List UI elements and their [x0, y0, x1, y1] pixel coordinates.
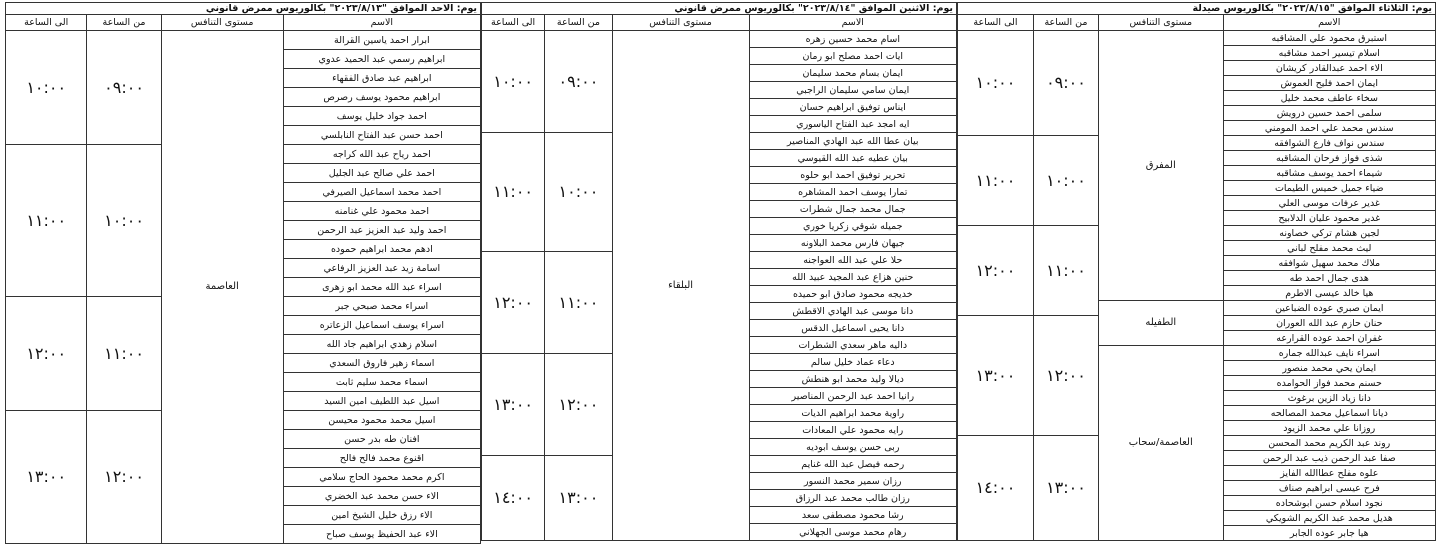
- slot-to-time: ١٠:٠٠: [958, 31, 1034, 136]
- student-name: اسراء محمد صبحي جبر: [283, 297, 480, 316]
- student-name: تمارا يوسف احمد المشاهره: [749, 184, 956, 201]
- name-header: الاسم: [749, 15, 956, 31]
- student-name: هيا خالد عيسى الاطرم: [1223, 286, 1435, 301]
- from-header: من الساعة: [545, 15, 612, 31]
- slot-to-time: ١٣:٠٠: [6, 411, 87, 544]
- student-name: الاء احمد عبدالقادر كريشان: [1223, 61, 1435, 76]
- student-name: ايمان سامي سليمان الراجبي: [749, 82, 956, 99]
- student-name: ايمان يحي محمد منصور: [1223, 361, 1435, 376]
- competition-level: البلقاء: [612, 31, 749, 541]
- student-name: نجود اسلام حسن ابوشحاده: [1223, 496, 1435, 511]
- level-header: مستوى التنافس: [161, 15, 283, 31]
- slot-to-time: ١١:٠٠: [6, 145, 87, 297]
- student-name: داليه ماهر سعدي الشطرات: [749, 337, 956, 354]
- slot-to-time: ١٢:٠٠: [6, 297, 87, 411]
- slot-from-time: ١٠:٠٠: [545, 133, 612, 252]
- student-name: رشا محمود مصطفى سعد: [749, 507, 956, 524]
- student-name: الاء رزق خليل الشيخ امين: [283, 506, 480, 525]
- student-name: صفا عبد الرحمن ذيب عبد الرحمن: [1223, 451, 1435, 466]
- student-name: اسلام زهدي ابراهيم جاد الله: [283, 335, 480, 354]
- student-name: احمد رياح عبد الله كراجه: [283, 145, 480, 164]
- student-name: ايمان احمد فليح العموش: [1223, 76, 1435, 91]
- student-name: هدى جمال احمد طه: [1223, 271, 1435, 286]
- student-name: احمد جواد خليل يوسف: [283, 107, 480, 126]
- student-name: اسماء زهير فاروق السعدي: [283, 354, 480, 373]
- day-title: يوم: الثلاثاء الموافق "٢٠٢٣/٨/١٥" بكالوريوس صيدلة: [958, 3, 1436, 15]
- student-name: احمد وليد عبد العزيز عبد الرحمن: [283, 221, 480, 240]
- slot-from-time: ١٣:٠٠: [545, 456, 612, 541]
- from-header: من الساعة: [1033, 15, 1098, 31]
- table-row: [482, 31, 957, 48]
- slot-from-time: ١١:٠٠: [87, 297, 161, 411]
- student-name: هيا جابر عوده الجابر: [1223, 526, 1435, 541]
- student-name: شذى فواز فرحان المشاقبه: [1223, 151, 1435, 166]
- student-name: احمد محمود علي غنامنه: [283, 202, 480, 221]
- student-name: سندس محمد علي احمد المومني: [1223, 121, 1435, 136]
- day-table-tuesday: [957, 2, 1436, 541]
- student-name: اكرم محمد محمود الحاج سلامي: [283, 468, 480, 487]
- student-name: رهام محمد موسى الجهلاني: [749, 524, 956, 541]
- student-name: جيهان فارس محمد البلاونه: [749, 235, 956, 252]
- slot-to-time: ١٢:٠٠: [958, 226, 1034, 316]
- slot-from-time: ٠٩:٠٠: [545, 31, 612, 133]
- slot-to-time: ١٣:٠٠: [482, 354, 545, 456]
- day-table-monday: [481, 2, 957, 541]
- student-name: روزانا علي محمد الزيود: [1223, 421, 1435, 436]
- student-name: حنان حازم عبد الله العوران: [1223, 316, 1435, 331]
- student-name: حلا علي عبد الله العواجنه: [749, 252, 956, 269]
- student-name: رزان سمير محمد النسور: [749, 473, 956, 490]
- student-name: بيان عطا الله عبد الهادي المناصير: [749, 133, 956, 150]
- name-header: الاسم: [1223, 15, 1435, 31]
- student-name: لجين هشام تركي خصاونه: [1223, 226, 1435, 241]
- student-name: اسماء محمد سليم ثابت: [283, 373, 480, 392]
- student-name: اسام محمد حسين زهره: [749, 31, 956, 48]
- competition-level: المفرق: [1098, 31, 1223, 301]
- student-name: ديالا وليد محمد ابو هنطش: [749, 371, 956, 388]
- student-name: اقنوع محمد فالح فالح: [283, 449, 480, 468]
- student-name: ادهم محمد ابراهيم حموده: [283, 240, 480, 259]
- student-name: الاء عبد الحفيظ يوسف صباح: [283, 525, 480, 544]
- slot-from-time: ١٣:٠٠: [1033, 436, 1098, 541]
- student-name: رزان طالب محمد عبد الرزاق: [749, 490, 956, 507]
- to-header: الى الساعة: [958, 15, 1034, 31]
- student-name: الاء حسن محمد عبد الخضري: [283, 487, 480, 506]
- student-name: اسامة زيد عبد العزيز الرفاعي: [283, 259, 480, 278]
- student-name: جمال محمد جمال شطرات: [749, 201, 956, 218]
- day-table-sunday: [5, 2, 481, 544]
- student-name: سلمى احمد حسين درويش: [1223, 106, 1435, 121]
- student-name: دانا زياد الزين برغوث: [1223, 391, 1435, 406]
- student-name: افنان طه بدر حسن: [283, 430, 480, 449]
- slot-from-time: ١٢:٠٠: [545, 354, 612, 456]
- student-name: جميله شوقي زكريا خوري: [749, 218, 956, 235]
- student-name: دانا موسى عبد الهادي الاقطش: [749, 303, 956, 320]
- student-name: ضياء جميل خميس الطيمات: [1223, 181, 1435, 196]
- student-name: ديانا اسماعيل محمد المصالحه: [1223, 406, 1435, 421]
- student-name: ابراهيم عبد صادق الفقهاء: [283, 69, 480, 88]
- student-name: ايناس توفيق ابراهيم حسان: [749, 99, 956, 116]
- student-name: اسراء عبد الله محمد ابو زهرى: [283, 278, 480, 297]
- slot-to-time: ١٤:٠٠: [958, 436, 1034, 541]
- slot-from-time: ١٠:٠٠: [1033, 136, 1098, 226]
- student-name: بيان عطيه عبد الله القيوسي: [749, 150, 956, 167]
- slot-from-time: ٠٩:٠٠: [1033, 31, 1098, 136]
- student-name: دانا يحيى اسماعيل الدقس: [749, 320, 956, 337]
- student-name: اسراء يوسف اسماعيل الزعاتره: [283, 316, 480, 335]
- from-header: من الساعة: [87, 15, 161, 31]
- student-name: راوية محمد ابراهيم الديات: [749, 405, 956, 422]
- slot-from-time: ٠٩:٠٠: [87, 31, 161, 145]
- student-name: رايه محمود علي المعادات: [749, 422, 956, 439]
- slot-to-time: ١٠:٠٠: [6, 31, 87, 145]
- student-name: حنين هزاع عبد المجيد عبيد الله: [749, 269, 956, 286]
- student-name: دعاء عماد خليل سالم: [749, 354, 956, 371]
- student-name: ربى حسن يوسف ابوديه: [749, 439, 956, 456]
- student-name: احمد علي صالح عبد الجليل: [283, 164, 480, 183]
- slot-from-time: ١١:٠٠: [545, 252, 612, 354]
- table-row: [958, 31, 1436, 46]
- student-name: علوه مفلح عطاالله الفايز: [1223, 466, 1435, 481]
- competition-level: العاصمة/سحاب: [1098, 346, 1223, 541]
- student-name: سندس نواف فارع الشوافقه: [1223, 136, 1435, 151]
- student-name: رانيا احمد عبد الرحمن المناصير: [749, 388, 956, 405]
- slot-to-time: ١٠:٠٠: [482, 31, 545, 133]
- student-name: ايات احمد مصلح ابو رمان: [749, 48, 956, 65]
- slot-to-time: ١٣:٠٠: [958, 316, 1034, 436]
- student-name: ايمان صبري عوده الضباعين: [1223, 301, 1435, 316]
- to-header: الى الساعة: [482, 15, 545, 31]
- student-name: ابراهيم رسمي عبد الحميد عدوي: [283, 50, 480, 69]
- student-name: حسنم محمد فواز الحوامده: [1223, 376, 1435, 391]
- student-name: استبرق محمود علي المشاقبه: [1223, 31, 1435, 46]
- slot-to-time: ١٤:٠٠: [482, 456, 545, 541]
- student-name: اسراء نايف عبدالله جماره: [1223, 346, 1435, 361]
- student-name: احمد محمد اسماعيل الصيرفي: [283, 183, 480, 202]
- student-name: ليث محمد مفلح لباني: [1223, 241, 1435, 256]
- student-name: ابرار احمد ياسين القرالة: [283, 31, 480, 50]
- student-name: اسلام تيسير احمد مشاقبه: [1223, 46, 1435, 61]
- student-name: ايمان بسام محمد سليمان: [749, 65, 956, 82]
- student-name: ملاك محمد سهيل شوافقه: [1223, 256, 1435, 271]
- student-name: خديجه محمود صادق ابو حميده: [749, 286, 956, 303]
- slot-to-time: ١٢:٠٠: [482, 252, 545, 354]
- level-header: مستوى التنافس: [1098, 15, 1223, 31]
- slot-to-time: ١١:٠٠: [958, 136, 1034, 226]
- student-name: سخاء عاطف محمد خليل: [1223, 91, 1435, 106]
- name-header: الاسم: [283, 15, 480, 31]
- student-name: احمد حسن عبد الفتاح النابلسي: [283, 126, 480, 145]
- student-name: اسيل عبد اللطيف امين السيد: [283, 392, 480, 411]
- student-name: تحرير توفيق احمد ابو حلوه: [749, 167, 956, 184]
- student-name: ايه امجد عبد الفتاح الياسوري: [749, 116, 956, 133]
- student-name: غدير عرفات موسى العلي: [1223, 196, 1435, 211]
- student-name: غدير محمود عليان الدلابيح: [1223, 211, 1435, 226]
- student-name: روند عبد الكريم محمد المحسن: [1223, 436, 1435, 451]
- day-title: يوم: الاثنين الموافق "٢٠٢٣/٨/١٤" بكالوريوس ممرض قانوني: [482, 3, 957, 15]
- slot-from-time: ١٠:٠٠: [87, 145, 161, 297]
- level-header: مستوى التنافس: [612, 15, 749, 31]
- student-name: ابراهيم محمود يوسف رصرص: [283, 88, 480, 107]
- student-name: غفران احمد عوده القرارعه: [1223, 331, 1435, 346]
- day-title: يوم: الاحد الموافق "٢٠٢٣/٨/١٣" بكالوريوس ممرض قانوني: [6, 3, 481, 15]
- slot-from-time: ١٢:٠٠: [1033, 316, 1098, 436]
- student-name: شيماء احمد يوسف مشاقبه: [1223, 166, 1435, 181]
- student-name: هديل محمد عبد الكريم الشويكي: [1223, 511, 1435, 526]
- competition-level: الطفيله: [1098, 301, 1223, 346]
- slot-from-time: ١١:٠٠: [1033, 226, 1098, 316]
- student-name: رحمه فيصل عبد الله غنايم: [749, 456, 956, 473]
- slot-from-time: ١٢:٠٠: [87, 411, 161, 544]
- student-name: اسيل محمد محمود محيسن: [283, 411, 480, 430]
- competition-level: العاصمة: [161, 31, 283, 544]
- table-row: [6, 31, 481, 50]
- to-header: الى الساعة: [6, 15, 87, 31]
- slot-to-time: ١١:٠٠: [482, 133, 545, 252]
- student-name: فرح عيسى ابراهيم صناف: [1223, 481, 1435, 496]
